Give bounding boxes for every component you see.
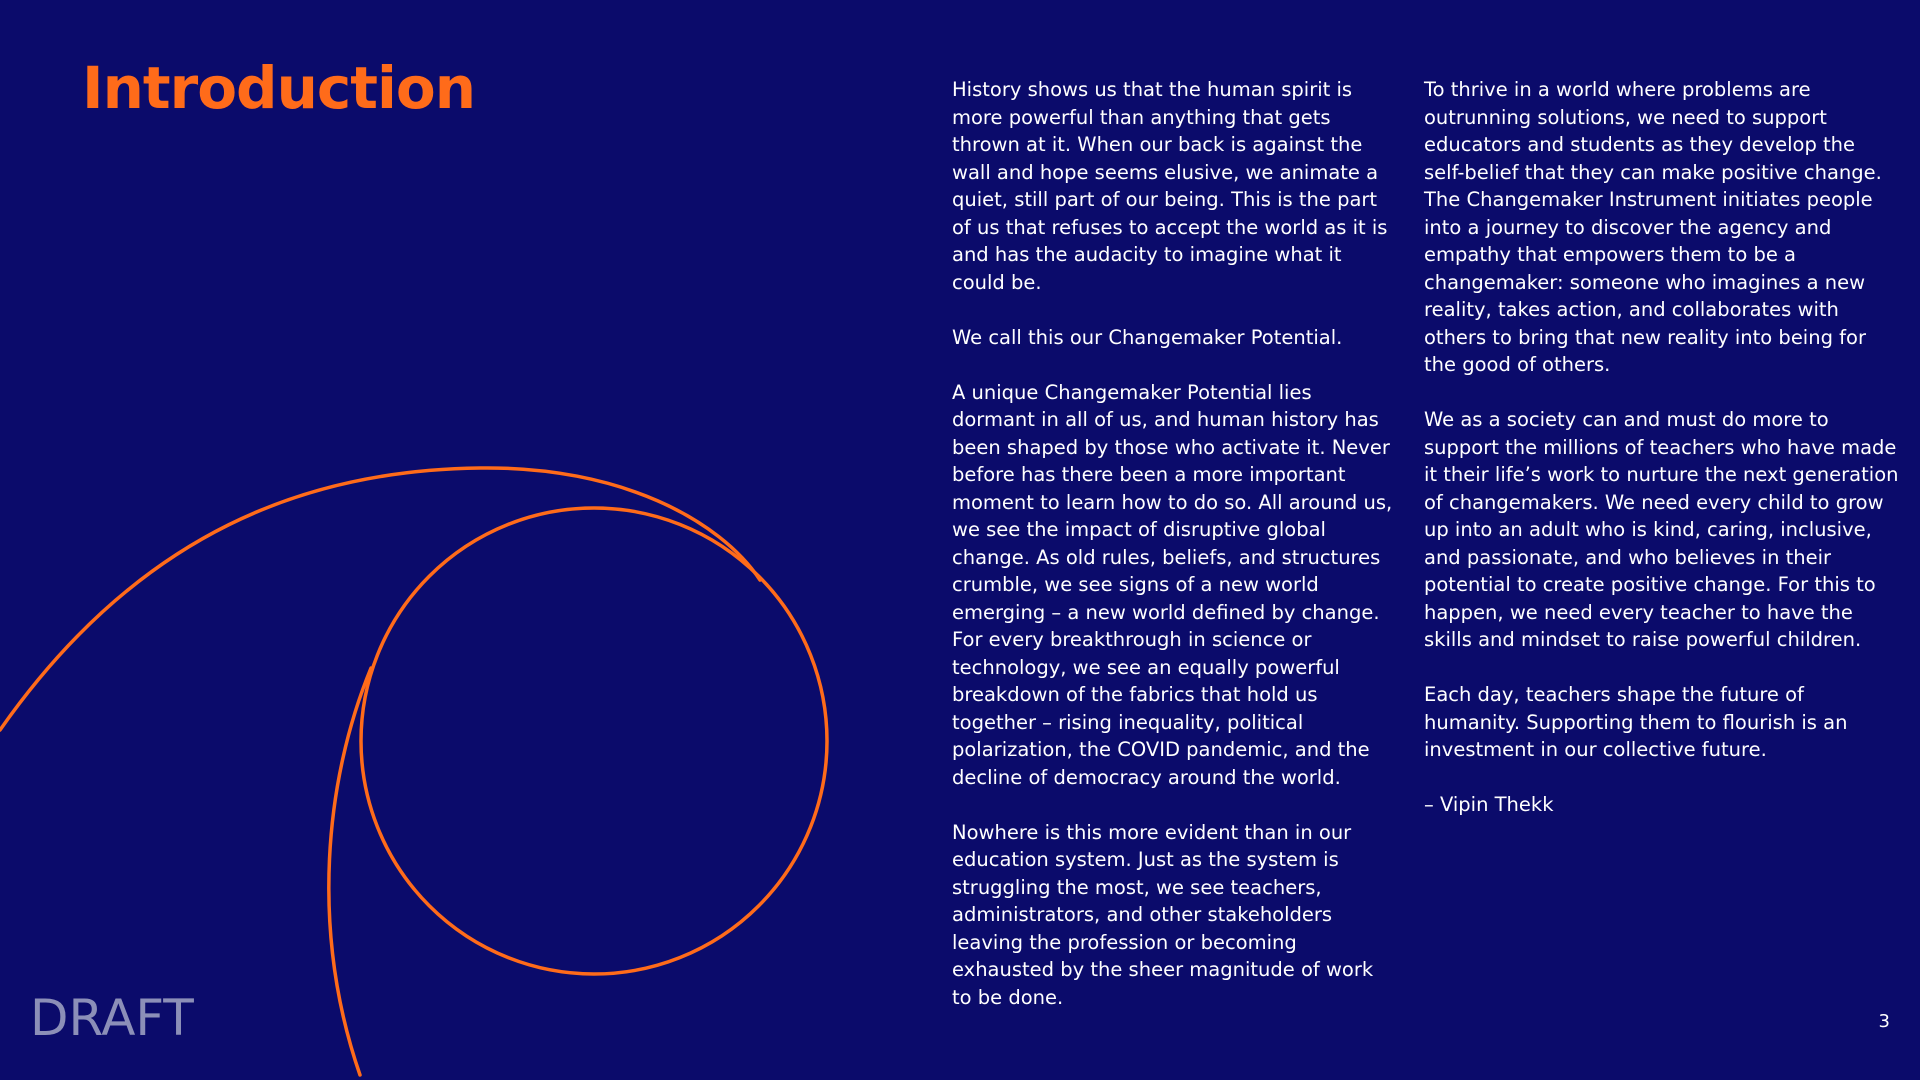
paragraph: Nowhere is this more evident than in our education system. Just as the system is struggling the most, we see teachers, administrators, and other stakeholders leaving the profession or becoming exhausted by the sheer magnitude of work to be done. — [952, 820, 1374, 1009]
paragraph: History shows us that the human spirit is more powerful than anything that gets thrown at it. When our back is against the wall and hope seems elusive, we animate a quiet, still part of our being. This is the part of us that refuses to accept the world as it is and has the audacity to imagine what it could be. — [952, 78, 1388, 294]
draft-watermark: DRAFT — [30, 989, 194, 1047]
paragraph: A unique Changemaker Potential lies dormant in all of us, and human history has been shaped by those who activate it. Never before has there been a more important moment to learn how to do so. All around us, we see the impact of disruptive global change. As old rules, beliefs, and structures crumble, we see signs of a new world emerging – a new world defined by change. For every breakthrough in science or technology, we see an equally powerful breakdown of the fabrics that hold us together – rising inequality, political polarization, the COVID pandemic, and the decline of democracy around the world. — [952, 380, 1393, 789]
paragraph: To thrive in a world where problems are outrunning solutions, we need to support educators and students as they develop the self-belief that they can make positive change. The Changemaker Instrument initiates people into a journey to discover the agency and empathy that empowers them to be a changemaker: someone who imagines a new reality, takes action, and collaborates with others to bring that new reality into being for the good of others. — [1424, 78, 1882, 376]
paragraph: We call this our Changemaker Potential. — [952, 325, 1343, 349]
outer-spiral-arc — [0, 468, 760, 730]
author-signature: – Vipin Thekk — [1424, 793, 1554, 816]
paragraph: We as a society can and must do more to support the millions of teachers who have made it their life’s work to nurture the next generation of changemakers. We need every child to grow up into an adult who is kind, caring, inclusive, and passionate, and who believes in their potential to create positive change. For this to happen, we need every teacher to have the skills and mindset to raise powerful children. — [1424, 408, 1899, 651]
left-text-column — [952, 76, 1398, 1039]
paragraph: Each day, teachers shape the future of humanity. Supporting them to flourish is an investment in our collective future. — [1424, 683, 1848, 761]
spiral-tail — [329, 668, 371, 1075]
right-text-column — [1424, 76, 1900, 846]
page-title: Introduction — [82, 54, 475, 122]
page-number: 3 — [1878, 1011, 1890, 1032]
